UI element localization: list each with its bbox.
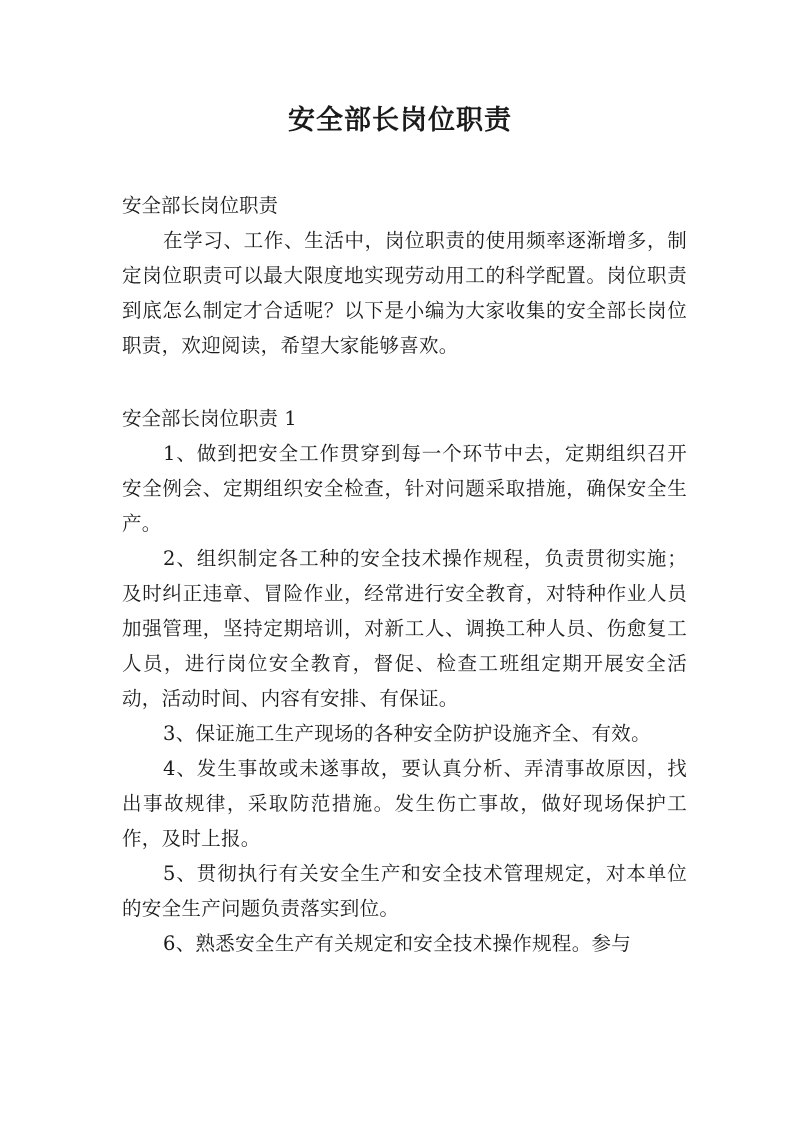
list-item: 2、组织制定各工种的安全技术操作规程，负责贯彻实施；及时纠正违章、冒险作业，经常进行安全教育，对特种作业人员加强管理，坚持定期培训，对新工人、调换工种人员、伤愈复工人员，进行岗位安全教育，督促、检查工班组定期开展安全活动，活动时间、内容有安排、有保证。	[122, 547, 687, 710]
section-heading: 安全部长岗位职责 1	[122, 407, 297, 430]
document-title: 安全部长岗位职责	[288, 105, 512, 136]
list-item: 1、做到把安全工作贯穿到每一个环节中去，定期组织召开安全例会、定期组织安全检查，针对问题采取措施，确保安全生产。	[122, 442, 687, 535]
list-item: 4、发生事故或未遂事故，要认真分析、弄清事故原因，找出事故规律，采取防范措施。发生伤亡事故，做好现场保护工作，及时上报。	[122, 757, 687, 850]
intro-paragraph: 在学习、工作、生活中，岗位职责的使用频率逐渐增多，制定岗位职责可以最大限度地实现劳动用工的科学配置。岗位职责到底怎么制定才合适呢？以下是小编为大家收集的安全部长岗位职责，欢迎阅读，希望大家能够喜欢。	[122, 229, 687, 357]
list-item: 3、保证施工生产现场的各种安全防护设施齐全、有效。	[163, 722, 651, 745]
paragraph-spacer	[122, 363, 687, 401]
list-item: 6、熟悉安全生产有关规定和安全技术操作规程。参与	[163, 932, 632, 955]
document-body	[122, 188, 687, 961]
subtitle: 安全部长岗位职责	[122, 194, 279, 217]
list-item: 5、贯彻执行有关安全生产和安全技术管理规定，对本单位的安全生产问题负责落实到位。	[122, 862, 687, 920]
